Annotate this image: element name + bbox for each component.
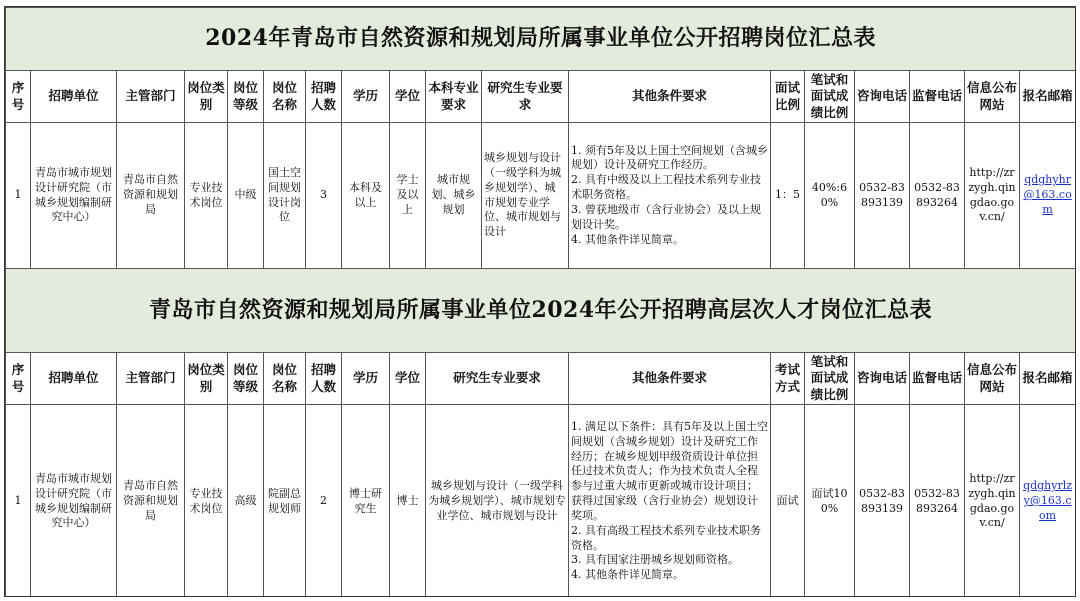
cell-conditions [569, 123, 771, 269]
header-email: 报名邮箱 [1020, 353, 1076, 405]
header-score-ratio: 笔试和面试成绩比例 [805, 353, 855, 405]
cell-supervise-phone: 0532-83893264 [910, 123, 965, 269]
header-conditions: 其他条件要求 [569, 71, 771, 123]
cell-website: http://zrzygh.qingdao.gov.cn/ [965, 123, 1020, 269]
header-supervise-phone: 监督电话 [910, 71, 965, 123]
header-degree: 学位 [390, 353, 426, 405]
cell-grad-major: 城乡规划与设计（一级学科为城乡规划学）、城市规划专业学位、城市规划与设计 [482, 123, 569, 269]
cell-score-ratio: 40%:60% [805, 123, 855, 269]
cell-degree: 博士 [390, 405, 426, 598]
header-consult-phone: 咨询电话 [855, 353, 910, 405]
header-post: 岗位名称 [264, 353, 306, 405]
cell-education: 博士研究生 [342, 405, 390, 598]
header-supervise-phone: 监督电话 [910, 353, 965, 405]
header-category: 岗位类别 [185, 353, 228, 405]
header-dept: 主管部门 [117, 71, 185, 123]
header-category: 岗位类别 [185, 71, 228, 123]
cell-dept: 青岛市自然资源和规划局 [117, 123, 185, 269]
recruitment-table-2 [5, 268, 1076, 597]
cell-degree: 学士及以上 [390, 123, 426, 269]
condition-line: 3. 曾获地级市（含行业协会）及以上规划设计奖。 [571, 202, 761, 231]
email-link[interactable]: qdghyrlzy@163.com [1023, 479, 1073, 522]
cell-post: 国土空间规划设计岗位 [264, 123, 306, 269]
cell-level: 高级 [228, 405, 264, 598]
condition-line: 4. 其他条件详见简章。 [571, 232, 684, 246]
cell-level: 中级 [228, 123, 264, 269]
cell-consult-phone: 0532-83893139 [855, 123, 910, 269]
header-education: 学历 [342, 353, 390, 405]
email-link[interactable]: qdghyhr@163.com [1023, 173, 1072, 216]
header-degree: 学位 [390, 71, 426, 123]
header-dept: 主管部门 [117, 353, 185, 405]
condition-line: 3. 具有国家注册城乡规划师资格。 [571, 553, 739, 567]
cell-count: 2 [306, 405, 342, 598]
header-grad-major: 研究生专业要求 [426, 353, 569, 405]
cell-seq: 1 [6, 123, 31, 269]
header-level: 岗位等级 [228, 71, 264, 123]
header-seq: 序号 [6, 353, 31, 405]
cell-consult-phone: 0532-83893139 [855, 405, 910, 598]
header-unit: 招聘单位 [31, 353, 117, 405]
header-consult-phone: 咨询电话 [855, 71, 910, 123]
cell-count: 3 [306, 123, 342, 269]
header-grad-major: 研究生专业要求 [482, 71, 569, 123]
table-2-title: 青岛市自然资源和规划局所属事业单位2024年公开招聘高层次人才岗位汇总表 [6, 269, 1076, 353]
cell-category: 专业技术岗位 [185, 405, 228, 598]
cell-exam-method: 面试 [771, 405, 805, 598]
header-post: 岗位名称 [264, 71, 306, 123]
header-conditions: 其他条件要求 [569, 353, 771, 405]
condition-line: 2. 具有高级工程技术系列专业技术职务资格。 [571, 523, 761, 552]
header-interview-ratio: 面试比例 [771, 71, 805, 123]
header-count: 招聘人数 [306, 71, 342, 123]
cell-grad-major: 城乡规划与设计（一级学科为城乡规划学）、城市规划专业学位、城市规划与设计 [426, 405, 569, 598]
table-1-title: 2024年青岛市自然资源和规划局所属事业单位公开招聘岗位汇总表 [6, 8, 1076, 71]
header-count: 招聘人数 [306, 353, 342, 405]
header-level: 岗位等级 [228, 353, 264, 405]
cell-post: 院副总规划师 [264, 405, 306, 598]
recruitment-table-1 [5, 7, 1076, 269]
cell-education: 本科及以上 [342, 123, 390, 269]
header-education: 学历 [342, 71, 390, 123]
cell-supervise-phone: 0532-83893264 [910, 405, 965, 598]
cell-conditions [569, 405, 771, 598]
cell-category: 专业技术岗位 [185, 123, 228, 269]
document-frame [4, 6, 1076, 597]
cell-unit: 青岛市城市规划设计研究院（市城乡规划编制研究中心） [31, 123, 117, 269]
cell-email [1020, 405, 1076, 598]
table-row [6, 405, 1076, 598]
cell-unit: 青岛市城市规划设计研究院（市城乡规划编制研究中心） [31, 405, 117, 598]
header-email: 报名邮箱 [1020, 71, 1076, 123]
cell-seq: 1 [6, 405, 31, 598]
cell-dept: 青岛市自然资源和规划局 [117, 405, 185, 598]
cell-website: http://zrzygh.qingdao.gov.cn/ [965, 405, 1020, 598]
condition-line: 1. 满足以下条件：具有5年及以上国土空间规划（含城乡规划）设计及研究工作经历；在城乡规划甲级资质设计单位担任过技术负责人；作为技术负责人全程参与过重大城市更新或城市设计项目；获得过国家级（含行业协会）规划设计奖项。 [571, 419, 768, 522]
cell-undergrad-major: 城市规划、城乡规划 [426, 123, 482, 269]
condition-line: 1. 须有5年及以上国土空间规划（含城乡规划）设计及研究工作经历。 [571, 143, 768, 172]
cell-score-ratio: 面试100% [805, 405, 855, 598]
condition-line: 4. 其他条件详见简章。 [571, 568, 684, 582]
header-undergrad-major: 本科专业要求 [426, 71, 482, 123]
cell-email [1020, 123, 1076, 269]
header-exam-method: 考试方式 [771, 353, 805, 405]
condition-line: 2. 具有中级及以上工程技术系列专业技术职务资格。 [571, 173, 761, 202]
header-website: 信息公布网站 [965, 353, 1020, 405]
table-row [6, 123, 1076, 269]
header-unit: 招聘单位 [31, 71, 117, 123]
cell-interview-ratio: 1：5 [771, 123, 805, 269]
header-score-ratio: 笔试和面试成绩比例 [805, 71, 855, 123]
header-website: 信息公布网站 [965, 71, 1020, 123]
header-seq: 序号 [6, 71, 31, 123]
